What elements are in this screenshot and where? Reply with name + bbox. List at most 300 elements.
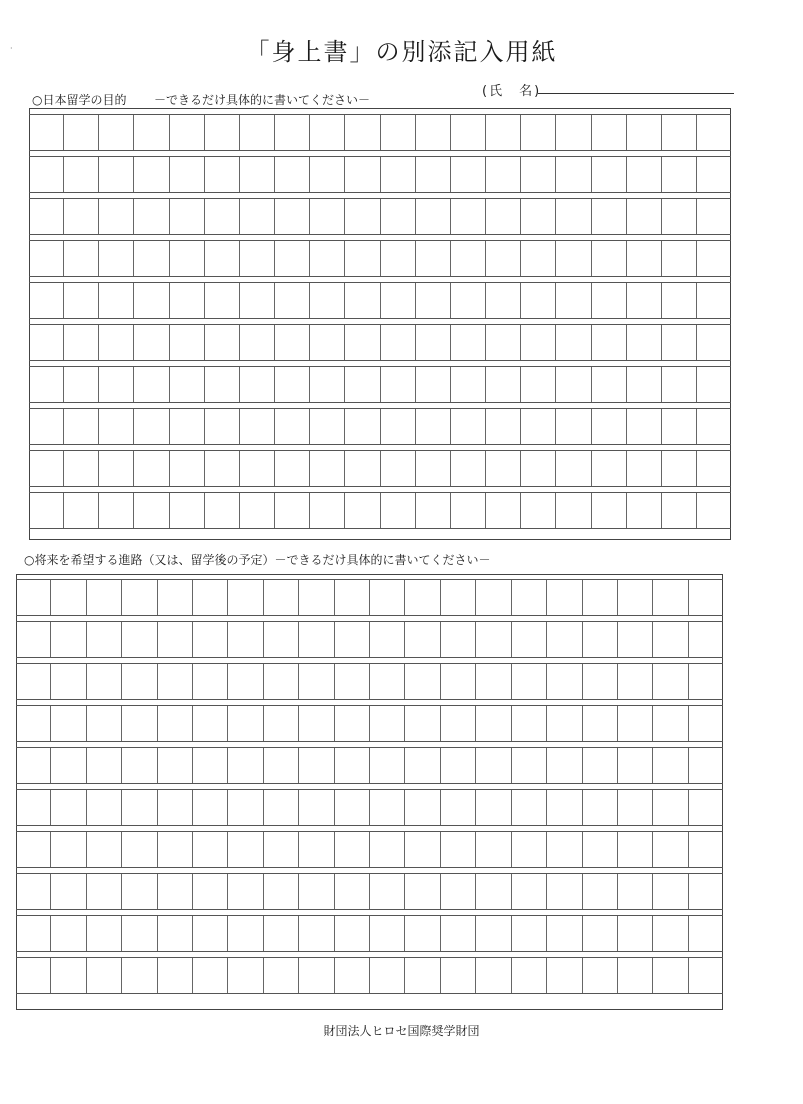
grid-cell[interactable] <box>521 451 556 486</box>
grid-cell[interactable] <box>627 199 662 234</box>
grid-cell[interactable] <box>193 790 228 825</box>
grid-cell[interactable] <box>275 409 310 444</box>
grid-cell[interactable] <box>689 664 723 699</box>
grid-cell[interactable] <box>99 325 134 360</box>
grid-cell[interactable] <box>99 283 134 318</box>
grid-cell[interactable] <box>134 199 169 234</box>
grid-cell[interactable] <box>618 874 653 909</box>
grid-cell[interactable] <box>556 241 591 276</box>
grid-cell[interactable] <box>662 241 697 276</box>
grid-cell[interactable] <box>556 493 591 528</box>
grid-cell[interactable] <box>299 958 334 993</box>
grid-cell[interactable] <box>51 622 86 657</box>
grid-cell[interactable] <box>64 493 99 528</box>
grid-cell[interactable] <box>264 916 299 951</box>
grid-cell[interactable] <box>310 367 345 402</box>
grid-cell[interactable] <box>416 157 451 192</box>
grid-cell[interactable] <box>51 706 86 741</box>
grid-cell[interactable] <box>556 367 591 402</box>
grid-cell[interactable] <box>228 706 263 741</box>
grid-cell[interactable] <box>240 241 275 276</box>
grid-cell[interactable] <box>158 706 193 741</box>
grid-cell[interactable] <box>64 325 99 360</box>
grid-cell[interactable] <box>653 832 688 867</box>
grid-cell[interactable] <box>99 367 134 402</box>
grid-cell[interactable] <box>99 451 134 486</box>
grid-cell[interactable] <box>416 325 451 360</box>
grid-cell[interactable] <box>618 706 653 741</box>
grid-cell[interactable] <box>99 241 134 276</box>
grid-cell[interactable] <box>618 958 653 993</box>
grid-cell[interactable] <box>662 451 697 486</box>
grid-cell[interactable] <box>205 493 240 528</box>
grid-cell[interactable] <box>556 451 591 486</box>
grid-cell[interactable] <box>275 157 310 192</box>
grid-cell[interactable] <box>547 622 582 657</box>
grid-cell[interactable] <box>556 325 591 360</box>
grid-cell[interactable] <box>697 157 731 192</box>
grid-cell[interactable] <box>689 832 723 867</box>
grid-cell[interactable] <box>345 325 380 360</box>
grid-cell[interactable] <box>592 115 627 150</box>
grid-cell[interactable] <box>335 874 370 909</box>
grid-cell[interactable] <box>16 832 51 867</box>
grid-cell[interactable] <box>697 325 731 360</box>
grid-cell[interactable] <box>547 664 582 699</box>
grid-cell[interactable] <box>275 451 310 486</box>
grid-cell[interactable] <box>556 115 591 150</box>
grid-cell[interactable] <box>405 622 440 657</box>
grid-cell[interactable] <box>592 325 627 360</box>
grid-cell[interactable] <box>405 832 440 867</box>
grid-cell[interactable] <box>653 622 688 657</box>
grid-cell[interactable] <box>193 580 228 615</box>
grid-cell[interactable] <box>512 832 547 867</box>
grid-cell[interactable] <box>264 706 299 741</box>
grid-cell[interactable] <box>512 664 547 699</box>
grid-cell[interactable] <box>618 748 653 783</box>
grid-cell[interactable] <box>240 199 275 234</box>
grid-cell[interactable] <box>134 115 169 150</box>
grid-cell[interactable] <box>512 748 547 783</box>
grid-cell[interactable] <box>381 451 416 486</box>
grid-cell[interactable] <box>662 283 697 318</box>
grid-cell[interactable] <box>170 283 205 318</box>
grid-cell[interactable] <box>134 325 169 360</box>
grid-cell[interactable] <box>299 916 334 951</box>
grid-cell[interactable] <box>99 115 134 150</box>
grid-cell[interactable] <box>381 283 416 318</box>
grid-cell[interactable] <box>381 241 416 276</box>
grid-cell[interactable] <box>689 916 723 951</box>
grid-cell[interactable] <box>451 367 486 402</box>
grid-cell[interactable] <box>64 241 99 276</box>
grid-cell[interactable] <box>697 367 731 402</box>
grid-cell[interactable] <box>158 874 193 909</box>
grid-cell[interactable] <box>122 664 157 699</box>
grid-cell[interactable] <box>689 580 723 615</box>
grid-cell[interactable] <box>451 115 486 150</box>
grid-cell[interactable] <box>158 790 193 825</box>
grid-cell[interactable] <box>122 790 157 825</box>
grid-cell[interactable] <box>405 958 440 993</box>
grid-cell[interactable] <box>134 451 169 486</box>
grid-cell[interactable] <box>662 199 697 234</box>
grid-cell[interactable] <box>653 958 688 993</box>
grid-cell[interactable] <box>51 832 86 867</box>
grid-cell[interactable] <box>556 409 591 444</box>
grid-cell[interactable] <box>335 958 370 993</box>
grid-cell[interactable] <box>51 790 86 825</box>
grid-cell[interactable] <box>240 409 275 444</box>
grid-cell[interactable] <box>618 916 653 951</box>
grid-cell[interactable] <box>381 409 416 444</box>
grid-cell[interactable] <box>16 706 51 741</box>
grid-cell[interactable] <box>193 664 228 699</box>
grid-cell[interactable] <box>87 832 122 867</box>
grid-cell[interactable] <box>381 199 416 234</box>
grid-cell[interactable] <box>618 580 653 615</box>
grid-cell[interactable] <box>592 199 627 234</box>
grid-cell[interactable] <box>512 580 547 615</box>
grid-cell[interactable] <box>689 706 723 741</box>
grid-cell[interactable] <box>451 283 486 318</box>
grid-cell[interactable] <box>87 706 122 741</box>
grid-cell[interactable] <box>16 580 51 615</box>
grid-cell[interactable] <box>583 790 618 825</box>
grid-cell[interactable] <box>87 958 122 993</box>
grid-cell[interactable] <box>335 580 370 615</box>
grid-cell[interactable] <box>64 283 99 318</box>
grid-cell[interactable] <box>310 115 345 150</box>
grid-cell[interactable] <box>697 115 731 150</box>
grid-cell[interactable] <box>122 706 157 741</box>
grid-cell[interactable] <box>16 958 51 993</box>
grid-cell[interactable] <box>64 199 99 234</box>
grid-cell[interactable] <box>592 283 627 318</box>
grid-cell[interactable] <box>87 790 122 825</box>
grid-cell[interactable] <box>335 790 370 825</box>
grid-cell[interactable] <box>228 790 263 825</box>
grid-cell[interactable] <box>275 115 310 150</box>
grid-cell[interactable] <box>29 157 64 192</box>
grid-cell[interactable] <box>451 241 486 276</box>
grid-cell[interactable] <box>335 748 370 783</box>
grid-cell[interactable] <box>521 325 556 360</box>
grid-cell[interactable] <box>193 706 228 741</box>
grid-cell[interactable] <box>662 367 697 402</box>
grid-cell[interactable] <box>29 115 64 150</box>
grid-cell[interactable] <box>134 493 169 528</box>
grid-cell[interactable] <box>310 283 345 318</box>
grid-cell[interactable] <box>29 409 64 444</box>
grid-cell[interactable] <box>662 409 697 444</box>
grid-cell[interactable] <box>158 916 193 951</box>
grid-cell[interactable] <box>547 874 582 909</box>
grid-cell[interactable] <box>441 916 476 951</box>
grid-cell[interactable] <box>381 493 416 528</box>
grid-cell[interactable] <box>51 580 86 615</box>
grid-cell[interactable] <box>29 325 64 360</box>
grid-cell[interactable] <box>134 241 169 276</box>
grid-cell[interactable] <box>299 622 334 657</box>
grid-cell[interactable] <box>158 664 193 699</box>
grid-cell[interactable] <box>547 748 582 783</box>
grid-cell[interactable] <box>486 283 521 318</box>
grid-cell[interactable] <box>451 157 486 192</box>
grid-cell[interactable] <box>451 409 486 444</box>
writing-grid-future-plans[interactable] <box>16 574 723 1010</box>
grid-cell[interactable] <box>264 832 299 867</box>
grid-cell[interactable] <box>264 958 299 993</box>
grid-cell[interactable] <box>381 367 416 402</box>
grid-cell[interactable] <box>416 115 451 150</box>
grid-cell[interactable] <box>345 283 380 318</box>
grid-cell[interactable] <box>170 493 205 528</box>
grid-cell[interactable] <box>205 325 240 360</box>
grid-cell[interactable] <box>512 874 547 909</box>
grid-cell[interactable] <box>689 622 723 657</box>
grid-cell[interactable] <box>583 580 618 615</box>
grid-cell[interactable] <box>240 115 275 150</box>
grid-cell[interactable] <box>64 367 99 402</box>
grid-cell[interactable] <box>64 451 99 486</box>
grid-cell[interactable] <box>405 790 440 825</box>
grid-cell[interactable] <box>662 325 697 360</box>
grid-cell[interactable] <box>547 706 582 741</box>
grid-cell[interactable] <box>122 832 157 867</box>
grid-cell[interactable] <box>583 874 618 909</box>
grid-cell[interactable] <box>697 199 731 234</box>
grid-cell[interactable] <box>521 367 556 402</box>
grid-cell[interactable] <box>64 157 99 192</box>
grid-cell[interactable] <box>627 367 662 402</box>
grid-cell[interactable] <box>592 241 627 276</box>
grid-cell[interactable] <box>345 493 380 528</box>
grid-cell[interactable] <box>583 832 618 867</box>
grid-cell[interactable] <box>521 157 556 192</box>
grid-cell[interactable] <box>134 283 169 318</box>
grid-cell[interactable] <box>441 706 476 741</box>
grid-cell[interactable] <box>689 874 723 909</box>
grid-cell[interactable] <box>547 580 582 615</box>
grid-cell[interactable] <box>264 790 299 825</box>
grid-cell[interactable] <box>29 283 64 318</box>
grid-cell[interactable] <box>547 790 582 825</box>
grid-cell[interactable] <box>345 157 380 192</box>
grid-cell[interactable] <box>310 199 345 234</box>
grid-cell[interactable] <box>64 115 99 150</box>
grid-cell[interactable] <box>228 748 263 783</box>
grid-cell[interactable] <box>370 622 405 657</box>
grid-cell[interactable] <box>240 451 275 486</box>
grid-cell[interactable] <box>64 409 99 444</box>
grid-cell[interactable] <box>205 199 240 234</box>
grid-cell[interactable] <box>170 367 205 402</box>
grid-cell[interactable] <box>299 664 334 699</box>
grid-cell[interactable] <box>697 241 731 276</box>
grid-cell[interactable] <box>228 622 263 657</box>
grid-cell[interactable] <box>697 409 731 444</box>
grid-cell[interactable] <box>381 325 416 360</box>
grid-cell[interactable] <box>592 451 627 486</box>
grid-cell[interactable] <box>170 115 205 150</box>
grid-cell[interactable] <box>583 958 618 993</box>
grid-cell[interactable] <box>618 622 653 657</box>
grid-cell[interactable] <box>627 157 662 192</box>
grid-cell[interactable] <box>451 451 486 486</box>
grid-cell[interactable] <box>122 580 157 615</box>
grid-cell[interactable] <box>134 157 169 192</box>
grid-cell[interactable] <box>122 874 157 909</box>
grid-cell[interactable] <box>370 706 405 741</box>
grid-cell[interactable] <box>416 367 451 402</box>
grid-cell[interactable] <box>486 241 521 276</box>
grid-cell[interactable] <box>264 622 299 657</box>
grid-cell[interactable] <box>299 580 334 615</box>
grid-cell[interactable] <box>370 664 405 699</box>
grid-cell[interactable] <box>51 748 86 783</box>
grid-cell[interactable] <box>416 409 451 444</box>
grid-cell[interactable] <box>228 832 263 867</box>
grid-cell[interactable] <box>51 664 86 699</box>
grid-cell[interactable] <box>441 622 476 657</box>
grid-cell[interactable] <box>310 325 345 360</box>
grid-cell[interactable] <box>547 832 582 867</box>
grid-cell[interactable] <box>416 199 451 234</box>
grid-cell[interactable] <box>87 622 122 657</box>
grid-cell[interactable] <box>99 493 134 528</box>
grid-cell[interactable] <box>345 409 380 444</box>
grid-cell[interactable] <box>476 874 511 909</box>
grid-cell[interactable] <box>264 748 299 783</box>
grid-cell[interactable] <box>228 916 263 951</box>
grid-cell[interactable] <box>240 157 275 192</box>
grid-cell[interactable] <box>486 199 521 234</box>
grid-cell[interactable] <box>205 451 240 486</box>
grid-cell[interactable] <box>264 874 299 909</box>
grid-cell[interactable] <box>370 748 405 783</box>
grid-cell[interactable] <box>476 664 511 699</box>
grid-cell[interactable] <box>689 790 723 825</box>
grid-cell[interactable] <box>583 748 618 783</box>
name-field[interactable] <box>482 80 742 100</box>
grid-cell[interactable] <box>345 115 380 150</box>
grid-cell[interactable] <box>134 409 169 444</box>
grid-cell[interactable] <box>51 916 86 951</box>
grid-cell[interactable] <box>29 199 64 234</box>
grid-cell[interactable] <box>451 493 486 528</box>
grid-cell[interactable] <box>299 748 334 783</box>
grid-cell[interactable] <box>275 367 310 402</box>
grid-cell[interactable] <box>345 367 380 402</box>
grid-cell[interactable] <box>556 283 591 318</box>
grid-cell[interactable] <box>87 874 122 909</box>
grid-cell[interactable] <box>158 832 193 867</box>
grid-cell[interactable] <box>486 325 521 360</box>
grid-cell[interactable] <box>335 916 370 951</box>
grid-cell[interactable] <box>99 157 134 192</box>
grid-cell[interactable] <box>592 367 627 402</box>
grid-cell[interactable] <box>618 664 653 699</box>
grid-cell[interactable] <box>521 283 556 318</box>
grid-cell[interactable] <box>441 664 476 699</box>
grid-cell[interactable] <box>627 325 662 360</box>
grid-cell[interactable] <box>592 493 627 528</box>
grid-cell[interactable] <box>547 958 582 993</box>
grid-cell[interactable] <box>662 157 697 192</box>
grid-cell[interactable] <box>521 409 556 444</box>
grid-cell[interactable] <box>193 622 228 657</box>
grid-cell[interactable] <box>627 115 662 150</box>
grid-cell[interactable] <box>370 832 405 867</box>
grid-cell[interactable] <box>310 409 345 444</box>
grid-cell[interactable] <box>51 874 86 909</box>
grid-cell[interactable] <box>476 748 511 783</box>
grid-cell[interactable] <box>228 580 263 615</box>
grid-cell[interactable] <box>122 622 157 657</box>
grid-cell[interactable] <box>405 580 440 615</box>
grid-cell[interactable] <box>228 874 263 909</box>
grid-cell[interactable] <box>416 283 451 318</box>
grid-cell[interactable] <box>618 790 653 825</box>
grid-cell[interactable] <box>16 790 51 825</box>
grid-cell[interactable] <box>486 451 521 486</box>
name-underline[interactable] <box>538 93 734 94</box>
grid-cell[interactable] <box>486 409 521 444</box>
grid-cell[interactable] <box>583 706 618 741</box>
grid-cell[interactable] <box>486 367 521 402</box>
grid-cell[interactable] <box>653 580 688 615</box>
grid-cell[interactable] <box>486 157 521 192</box>
grid-cell[interactable] <box>521 241 556 276</box>
grid-cell[interactable] <box>441 958 476 993</box>
grid-cell[interactable] <box>16 916 51 951</box>
grid-cell[interactable] <box>87 748 122 783</box>
grid-cell[interactable] <box>662 493 697 528</box>
grid-cell[interactable] <box>170 199 205 234</box>
grid-cell[interactable] <box>240 493 275 528</box>
grid-cell[interactable] <box>476 790 511 825</box>
grid-cell[interactable] <box>476 916 511 951</box>
grid-cell[interactable] <box>310 493 345 528</box>
grid-cell[interactable] <box>228 664 263 699</box>
grid-cell[interactable] <box>264 664 299 699</box>
grid-cell[interactable] <box>512 622 547 657</box>
grid-cell[interactable] <box>310 241 345 276</box>
grid-cell[interactable] <box>405 664 440 699</box>
grid-cell[interactable] <box>486 115 521 150</box>
grid-cell[interactable] <box>122 748 157 783</box>
grid-cell[interactable] <box>170 241 205 276</box>
grid-cell[interactable] <box>653 874 688 909</box>
grid-cell[interactable] <box>512 706 547 741</box>
grid-cell[interactable] <box>275 493 310 528</box>
grid-cell[interactable] <box>29 451 64 486</box>
grid-cell[interactable] <box>275 241 310 276</box>
grid-cell[interactable] <box>16 622 51 657</box>
grid-cell[interactable] <box>476 622 511 657</box>
grid-cell[interactable] <box>158 958 193 993</box>
grid-cell[interactable] <box>275 325 310 360</box>
grid-cell[interactable] <box>583 664 618 699</box>
grid-cell[interactable] <box>416 451 451 486</box>
grid-cell[interactable] <box>29 493 64 528</box>
grid-cell[interactable] <box>170 451 205 486</box>
grid-cell[interactable] <box>512 958 547 993</box>
grid-cell[interactable] <box>583 622 618 657</box>
grid-cell[interactable] <box>416 241 451 276</box>
